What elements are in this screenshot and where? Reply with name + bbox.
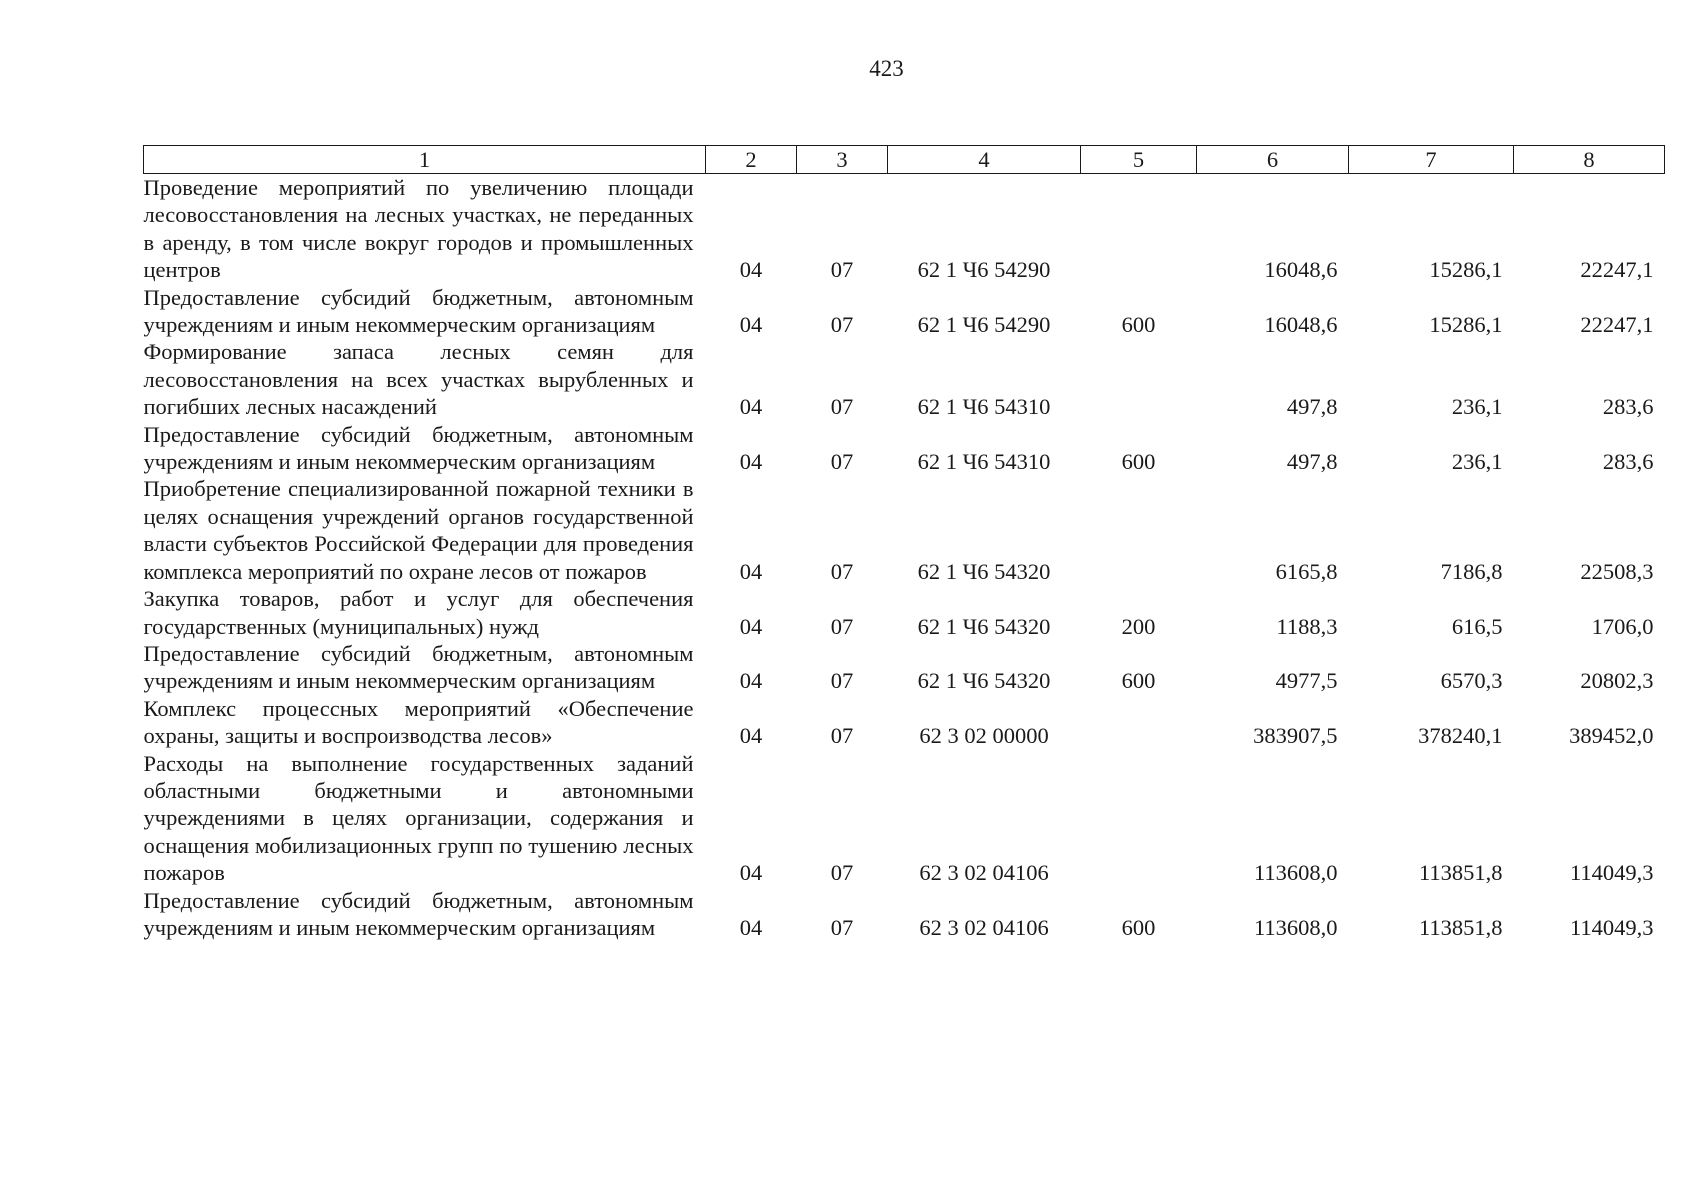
expense-type-code: 600 [1121,914,1156,940]
amount-col7: 113851,8 [1418,914,1503,940]
expense-type-code [1081,475,1197,585]
expense-type-code [1081,338,1197,420]
item-name: Предоставление субсидий бюджетным, автономным учреждениям и иным некоммерческим организациям [143,284,694,338]
column-header: 3 [797,146,888,174]
amount-col8: 283,6 [1602,449,1654,475]
target-article-code: 62 3 02 04106 [919,914,1049,940]
amount-col6: 497,8 [1286,449,1338,475]
target-article-code: 62 1 Ч6 54310 [917,394,1051,420]
target-article-code: 62 1 Ч6 54290 [917,312,1051,338]
column-header: 7 [1349,146,1514,174]
amount-col6: 16048,6 [1264,312,1338,338]
amount-col8: 283,6 [1602,394,1654,420]
item-name: Закупка товаров, работ и услуг для обеспечения государственных (муниципальных) нужд [143,586,694,639]
amount-col6: 113608,0 [1253,914,1338,940]
amount-col8: 114049,3 [1569,860,1654,886]
target-article-code: 62 1 Ч6 54290 [917,257,1051,283]
column-header: 4 [888,146,1081,174]
item-name: Проведение мероприятий по увеличению площади лесовосстановления на лесных участках, не переданных в аренду, в том числе вокруг городов и промышленных центров [143,175,694,283]
section-code: 04 [739,558,763,584]
amount-col7: 113851,8 [1418,860,1503,886]
table-row [144,695,1665,750]
target-article-code: 62 1 Ч6 54320 [917,668,1051,694]
expense-type-code: 200 [1121,613,1156,639]
amount-col6: 1188,3 [1276,613,1338,639]
amount-col7: 15286,1 [1429,312,1503,338]
amount-col6: 497,8 [1286,394,1338,420]
column-header: 8 [1514,146,1665,174]
amount-col7: 616,5 [1451,613,1503,639]
expense-type-code: 600 [1121,668,1156,694]
amount-col8: 1706,0 [1591,613,1654,639]
target-article-code: 62 3 02 00000 [919,723,1049,749]
target-article-code: 62 1 Ч6 54320 [917,558,1051,584]
table-header-row [144,146,1665,174]
subsection-code: 07 [830,613,854,639]
expense-type-code [1081,695,1197,750]
subsection-code: 07 [830,914,854,940]
table-row [144,475,1665,585]
subsection-code: 07 [830,257,854,283]
page-number: 423 [869,56,904,81]
column-header: 6 [1197,146,1349,174]
amount-col7: 7186,8 [1440,558,1503,584]
amount-col6: 16048,6 [1264,257,1338,283]
section-code: 04 [739,613,763,639]
expense-type-code: 600 [1121,449,1156,475]
amount-col7: 236,1 [1451,394,1503,420]
amount-col7: 6570,3 [1440,668,1503,694]
section-code: 04 [739,312,763,338]
subsection-code: 07 [830,558,854,584]
amount-col8: 389452,0 [1569,723,1654,749]
table-row [144,640,1665,695]
column-header: 5 [1081,146,1197,174]
budget-table [143,145,1665,941]
amount-col7: 15286,1 [1429,257,1503,283]
subsection-code: 07 [830,394,854,420]
amount-col6: 6165,8 [1275,558,1338,584]
amount-col8: 22247,1 [1580,257,1654,283]
target-article-code: 62 3 02 04106 [919,860,1049,886]
section-code: 04 [739,668,763,694]
target-article-code: 62 1 Ч6 54320 [917,613,1051,639]
amount-col6: 4977,5 [1275,668,1338,694]
amount-col8: 20802,3 [1580,668,1654,694]
subsection-code: 07 [830,860,854,886]
item-name: Расходы на выполнение государственных заданий областными бюджетными и автономными учреждениями в целях организации, содержания и оснащения мобилизационных групп по тушению лесных пожаров [143,750,694,886]
subsection-code: 07 [830,723,854,749]
item-name: Предоставление субсидий бюджетным, автономным учреждениям и иным некоммерческим организациям [143,640,694,694]
amount-col8: 22247,1 [1580,312,1654,338]
item-name: Комплекс процессных мероприятий «Обеспечение охраны, защиты и воспроизводства лесов» [143,695,694,749]
expense-type-code: 600 [1121,312,1156,338]
section-code: 04 [739,914,763,940]
section-code: 04 [739,394,763,420]
target-article-code: 62 1 Ч6 54310 [917,449,1051,475]
section-code: 04 [739,449,763,475]
table-row [144,338,1665,420]
section-code: 04 [739,257,763,283]
subsection-code: 07 [830,668,854,694]
amount-col6: 383907,5 [1253,723,1338,749]
amount-col7: 236,1 [1451,449,1503,475]
table-row [144,887,1665,942]
subsection-code: 07 [830,312,854,338]
amount-col8: 22508,3 [1580,558,1654,584]
table-row [144,421,1665,476]
section-code: 04 [739,723,763,749]
amount-col8: 114049,3 [1569,914,1654,940]
amount-col7: 378240,1 [1418,723,1503,749]
item-name: Предоставление субсидий бюджетным, автономным учреждениям и иным некоммерческим организациям [143,887,694,940]
section-code: 04 [739,860,763,886]
column-header: 2 [706,146,797,174]
expense-type-code [1081,750,1197,887]
subsection-code: 07 [830,449,854,475]
table-row [144,750,1665,887]
expense-type-code [1081,174,1197,284]
item-name: Предоставление субсидий бюджетным, автономным учреждениям и иным некоммерческим организациям [143,421,694,475]
table-row [144,174,1665,284]
item-name: Формирование запаса лесных семян для лесовосстановления на всех участках вырубленных и погибших лесных насаждений [143,339,694,420]
column-header: 1 [144,146,706,174]
table-row [144,585,1665,640]
table-row [144,284,1665,339]
amount-col6: 113608,0 [1253,860,1338,886]
item-name: Приобретение специализированной пожарной техники в целях оснащения учреждений органов государственной власти субъектов Российской Федерации для проведения комплекса мероприятий по охране лесов от пожаров [143,476,694,584]
